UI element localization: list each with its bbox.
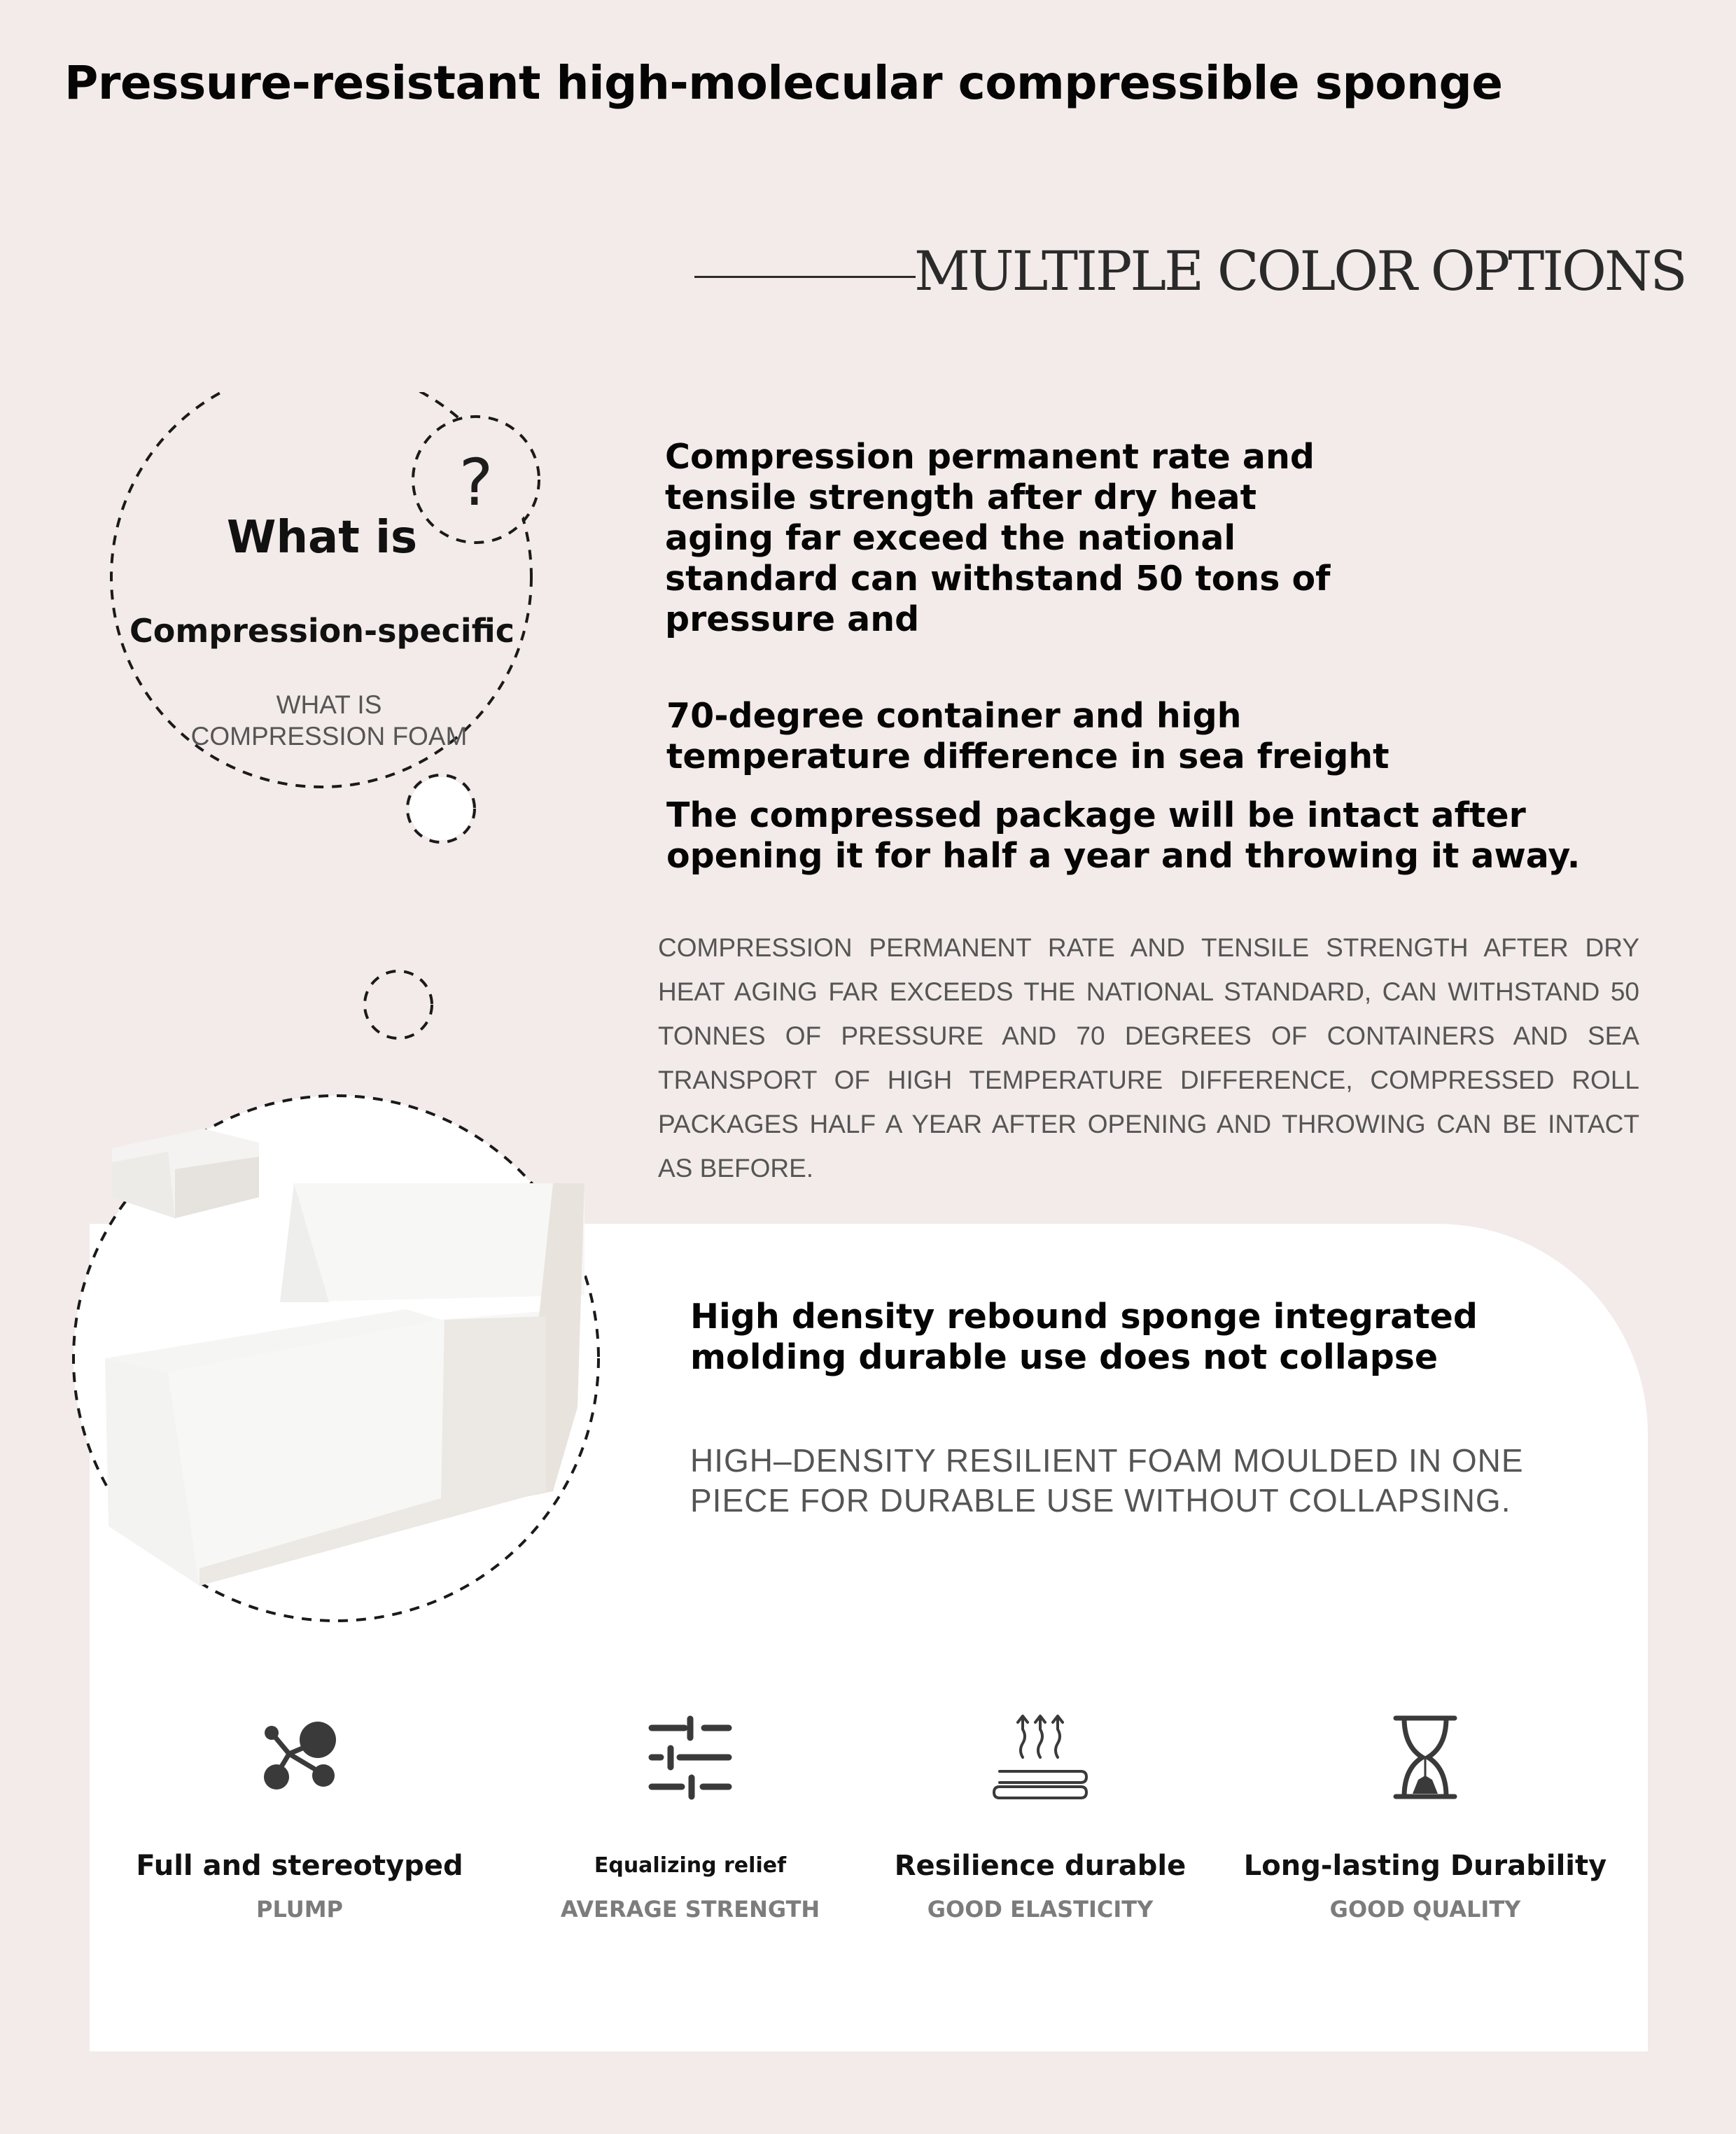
sliders-icon	[641, 1708, 739, 1806]
feature-full-stereotyped	[104, 1708, 496, 1925]
container-temperature-paragraph: 70-degree container and high temperature difference in sea freight	[666, 696, 1390, 776]
compression-specific-label: Compression-specific	[130, 612, 514, 650]
page-title: Pressure-resistant high-molecular compressible sponge	[64, 56, 1503, 110]
high-density-title: High density rebound sponge integrated molding durable use does not collapse	[690, 1297, 1478, 1377]
feature-long-lasting	[1229, 1708, 1621, 1925]
compression-rate-paragraph: Compression permanent rate and tensile strength after dry heat aging far exceed the national standard can withstand 50 tons of pressure and	[665, 437, 1331, 639]
feature-subtitle: GOOD QUALITY	[1329, 1896, 1521, 1923]
high-density-caption: HIGH–DENSITY RESILIENT FOAM MOULDED IN ONE PIECE FOR DURABLE USE WITHOUT COLLAPSING.	[690, 1442, 1524, 1519]
what-is-compression-foam-caption: WHAT IS COMPRESSION FOAM	[190, 690, 468, 751]
feature-title: Equalizing relief	[594, 1853, 787, 1878]
question-mark-icon: ?	[458, 445, 493, 520]
sofa-image-bubble	[63, 1078, 637, 1638]
feature-equalizing-relief	[494, 1708, 886, 1925]
color-options-heading: MULTIPLE COLOR OPTIONS	[914, 240, 1686, 303]
package-intact-paragraph: The compressed package will be intact after opening it for half a year and throwing it away.	[666, 795, 1581, 876]
feature-title: Resilience durable	[894, 1850, 1186, 1882]
molecule-icon	[251, 1708, 349, 1806]
feature-title: Long-lasting Durability	[1243, 1850, 1607, 1882]
hourglass-icon	[1376, 1708, 1474, 1806]
feature-title: Full and stereotyped	[136, 1850, 463, 1882]
rebound-arrows-icon	[991, 1708, 1089, 1806]
what-is-heading: What is	[226, 512, 418, 564]
feature-subtitle: PLUMP	[256, 1896, 343, 1923]
feature-subtitle: AVERAGE STRENGTH	[560, 1896, 820, 1923]
decorative-rule	[694, 276, 916, 278]
feature-subtitle: GOOD ELASTICITY	[927, 1896, 1154, 1923]
compression-english-caption: COMPRESSION PERMANENT RATE AND TENSILE STRENGTH AFTER DRY HEAT AGING FAR EXCEEDS THE NATIONAL STANDARD, CAN WITHSTAND 50 TONNES OF PRESSURE AND 70 DEGREES OF CONTAINERS AND SEA TRANSPORT OF HIGH TEMPERATURE DIFFERENCE, COMPRESSED ROLL PACKAGES HALF A YEAR AFTER OPENING AND THROWING CAN BE INTACT AS BEFORE.	[658, 933, 1639, 1183]
feature-resilience-durable	[844, 1708, 1236, 1925]
